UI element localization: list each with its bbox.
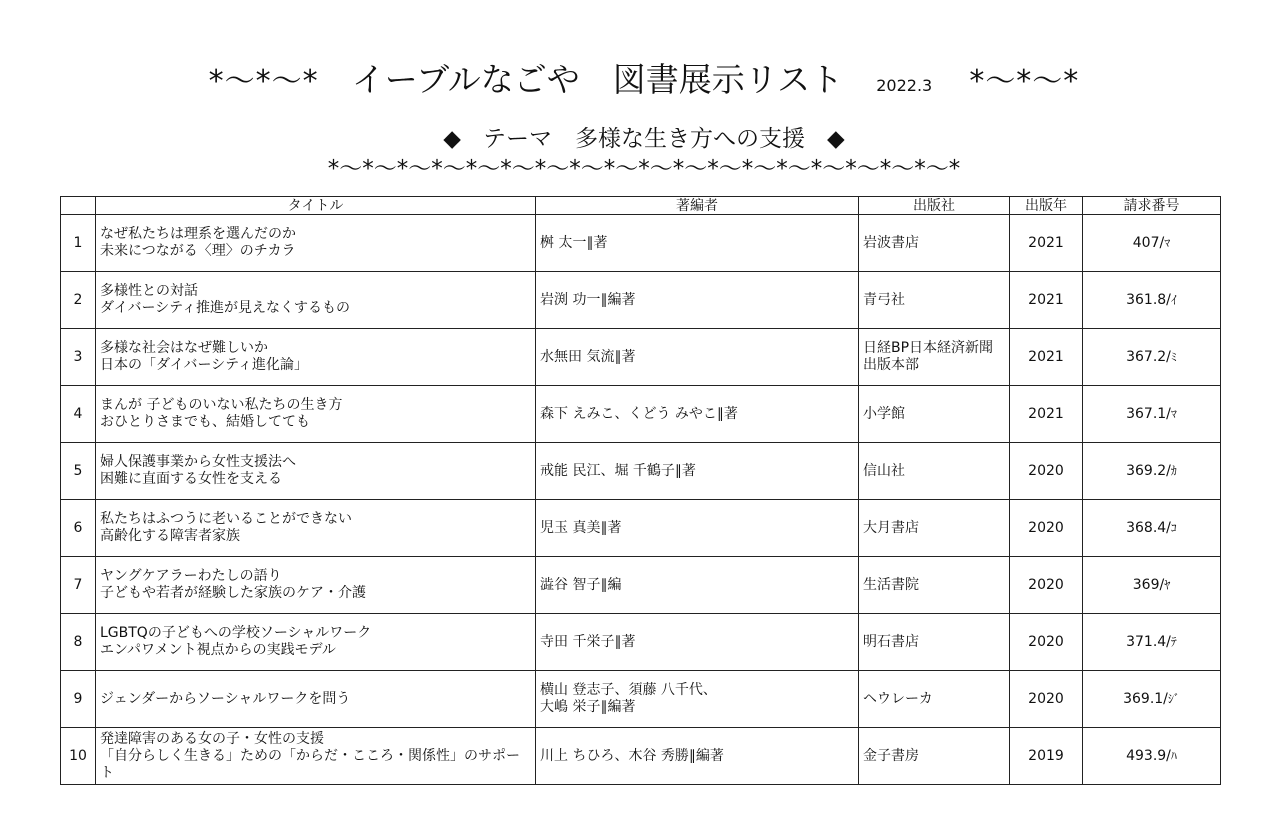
- table-row: [61, 386, 1221, 443]
- call-number-cell: [1083, 614, 1221, 671]
- book-subtitle: エンパワメント視点からの実践モデル: [100, 642, 336, 658]
- call-number-cell: [1083, 386, 1221, 443]
- publication-year: 2020: [1010, 671, 1083, 728]
- publisher-cell: [859, 272, 1010, 329]
- call-number-cell: [1083, 557, 1221, 614]
- row-number: 5: [61, 443, 96, 500]
- call-number-cell: [1083, 671, 1221, 728]
- book-subtitle: 日本の「ダイバーシティ進化論」: [100, 357, 309, 373]
- row-number: 2: [61, 272, 96, 329]
- author-cell: [536, 215, 859, 272]
- publication-year: 2021: [1010, 215, 1083, 272]
- book-subtitle: 子どもや若者が経験した家族のケア・介護: [100, 585, 366, 601]
- publisher-line-1: 金子書房: [863, 747, 919, 764]
- title-decoration-right: *〜*〜*: [969, 64, 1080, 99]
- book-title: 私たちはふつうに老いることができない: [100, 511, 352, 527]
- book-title-cell: [96, 671, 536, 728]
- call-number-kana: ｲ: [1170, 292, 1177, 307]
- table-row: [61, 671, 1221, 728]
- author-cell: [536, 386, 859, 443]
- decorative-divider: *〜*〜*〜*〜*〜*〜*〜*〜*〜*〜*〜*〜*〜*〜*〜*〜*〜*〜*: [327, 156, 961, 182]
- call-number: 361.8/: [1126, 291, 1171, 308]
- author-line-1: 森下 えみこ、くどう みやこ∥著: [540, 405, 738, 422]
- publication-year: 2020: [1010, 500, 1083, 557]
- publisher-cell: [859, 728, 1010, 785]
- table-row: [61, 443, 1221, 500]
- book-subtitle: おひとりさまでも、結婚してても: [100, 414, 310, 430]
- author-cell: [536, 500, 859, 557]
- book-subtitle: 「自分らしく生きる」ための「からだ・こころ・関係性」のサポート: [100, 747, 520, 781]
- publication-year: 2020: [1010, 557, 1083, 614]
- call-number-kana: ﾐ: [1170, 349, 1177, 364]
- column-header-call-number: 請求番号: [1083, 197, 1221, 215]
- author-cell: [536, 443, 859, 500]
- publisher-line-1: 小学館: [863, 405, 905, 422]
- author-line-1: 寺田 千栄子∥著: [540, 633, 636, 650]
- diamond-icon-left: ◆: [443, 126, 461, 152]
- call-number: 367.1/: [1126, 405, 1171, 422]
- call-number-cell: [1083, 272, 1221, 329]
- call-number-cell: [1083, 443, 1221, 500]
- theme-line: [0, 120, 1288, 153]
- book-title-cell: [96, 500, 536, 557]
- column-header-publisher: 出版社: [859, 197, 1010, 215]
- author-line-1: 桝 太一∥著: [540, 234, 608, 251]
- book-title-cell: [96, 557, 536, 614]
- publication-year: 2019: [1010, 728, 1083, 785]
- book-title-cell: [96, 329, 536, 386]
- call-number: 369.1/: [1123, 690, 1168, 707]
- book-title: まんが 子どものいない私たちの生き方: [100, 397, 343, 413]
- list-date: 2022.3: [876, 76, 933, 95]
- book-title: ヤングケアラーわたしの語り: [100, 568, 282, 584]
- row-number: 9: [61, 671, 96, 728]
- call-number-kana: ﾊ: [1170, 748, 1177, 763]
- book-title: 多様な社会はなぜ難しいか: [100, 340, 268, 356]
- row-number: 10: [61, 728, 96, 785]
- call-number: 371.4/: [1126, 633, 1171, 650]
- column-header-author: 著編者: [536, 197, 859, 215]
- call-number-kana: ﾏ: [1164, 235, 1171, 250]
- publisher-line-1: 青弓社: [863, 291, 905, 308]
- book-title-cell: [96, 215, 536, 272]
- call-number-kana: ﾔ: [1164, 577, 1171, 592]
- table-row: [61, 272, 1221, 329]
- author-line-1: 児玉 真美∥著: [540, 519, 622, 536]
- column-header-title: タイトル: [96, 197, 536, 215]
- publisher-cell: [859, 329, 1010, 386]
- author-line-2: 大嶋 栄子∥編著: [540, 699, 636, 715]
- publisher-line-1: 生活書院: [863, 576, 919, 593]
- row-number: 6: [61, 500, 96, 557]
- author-line-1: 川上 ちひろ、木谷 秀勝∥編著: [540, 747, 724, 764]
- diamond-icon-right: ◆: [827, 126, 845, 152]
- author-cell: [536, 329, 859, 386]
- book-title-cell: [96, 443, 536, 500]
- book-title: ジェンダーからソーシャルワークを問う: [100, 690, 351, 707]
- author-line-1: 横山 登志子、須藤 八千代、: [540, 682, 717, 698]
- publication-year: 2021: [1010, 329, 1083, 386]
- column-header-year: 出版年: [1010, 197, 1083, 215]
- publication-year: 2020: [1010, 443, 1083, 500]
- book-subtitle: 高齢化する障害者家族: [100, 528, 240, 544]
- call-number: 368.4/: [1126, 519, 1171, 536]
- author-cell: [536, 272, 859, 329]
- author-line-1: 戒能 民江、堀 千鶴子∥著: [540, 462, 696, 479]
- author-line-1: 澁谷 智子∥編: [540, 576, 622, 593]
- book-title-cell: [96, 386, 536, 443]
- publisher-line-1: 信山社: [863, 462, 905, 479]
- book-subtitle: 未来につながる〈理〉のチカラ: [100, 243, 296, 259]
- call-number-cell: [1083, 500, 1221, 557]
- book-subtitle: ダイバーシティ推進が見えなくするもの: [100, 300, 351, 316]
- publication-year: 2020: [1010, 614, 1083, 671]
- author-cell: [536, 557, 859, 614]
- publisher-cell: [859, 500, 1010, 557]
- publisher-line-1: 日経BP日本経済新聞: [863, 340, 994, 356]
- publication-year: 2021: [1010, 386, 1083, 443]
- book-title-cell: [96, 614, 536, 671]
- call-number-cell: [1083, 329, 1221, 386]
- page-title: イーブルなごや 図書展示リスト: [351, 60, 844, 99]
- publisher-cell: [859, 557, 1010, 614]
- publisher-cell: [859, 386, 1010, 443]
- call-number-kana: ｼﾞ: [1167, 691, 1180, 706]
- author-cell: [536, 728, 859, 785]
- author-line-1: 岩渕 功一∥編著: [540, 291, 636, 308]
- book-title-cell: [96, 272, 536, 329]
- page-title-line: [0, 54, 1288, 101]
- book-title: なぜ私たちは理系を選んだのか: [100, 226, 296, 242]
- table-row: [61, 329, 1221, 386]
- call-number-kana: ｶ: [1170, 463, 1177, 478]
- call-number: 407/: [1132, 234, 1165, 251]
- table-header-row: [61, 197, 1221, 215]
- publisher-cell: [859, 614, 1010, 671]
- table-row: [61, 500, 1221, 557]
- row-number: 8: [61, 614, 96, 671]
- call-number-kana: ﾃ: [1170, 634, 1177, 649]
- table-row: [61, 614, 1221, 671]
- call-number-cell: [1083, 728, 1221, 785]
- table-row: [61, 557, 1221, 614]
- row-number: 1: [61, 215, 96, 272]
- call-number-kana: ﾏ: [1170, 406, 1177, 421]
- publisher-line-1: 大月書店: [863, 519, 919, 536]
- publisher-cell: [859, 443, 1010, 500]
- table-row: [61, 728, 1221, 785]
- book-title: 婦人保護事業から女性支援法へ: [100, 454, 296, 470]
- publisher-line-1: ヘウレーカ: [863, 690, 933, 707]
- publisher-cell: [859, 215, 1010, 272]
- column-header-no: [61, 197, 96, 215]
- row-number: 3: [61, 329, 96, 386]
- publication-year: 2021: [1010, 272, 1083, 329]
- call-number: 369.2/: [1126, 462, 1171, 479]
- call-number-cell: [1083, 215, 1221, 272]
- book-title-cell: [96, 728, 536, 785]
- call-number: 369/: [1132, 576, 1165, 593]
- publisher-line-1: 岩波書店: [863, 234, 919, 251]
- publisher-line-2: 出版本部: [863, 357, 919, 373]
- call-number: 367.2/: [1126, 348, 1171, 365]
- author-cell: [536, 671, 859, 728]
- table-row: [61, 215, 1221, 272]
- book-list-table: [60, 196, 1221, 785]
- publisher-cell: [859, 671, 1010, 728]
- publisher-line-1: 明石書店: [863, 633, 919, 650]
- theme-title: テーマ 多様な生き方への支援: [483, 126, 805, 152]
- author-line-1: 水無田 気流∥著: [540, 348, 636, 365]
- book-subtitle: 困難に直面する女性を支える: [100, 471, 282, 487]
- title-decoration-left: *〜*〜*: [208, 64, 319, 99]
- book-title: 多様性との対話: [100, 283, 198, 299]
- book-title: LGBTQの子どもへの学校ソーシャルワーク: [100, 625, 372, 641]
- call-number: 493.9/: [1126, 747, 1171, 764]
- call-number-kana: ｺ: [1170, 520, 1177, 535]
- author-cell: [536, 614, 859, 671]
- book-title: 発達障害のある女の子・女性の支援: [100, 730, 324, 747]
- row-number: 4: [61, 386, 96, 443]
- row-number: 7: [61, 557, 96, 614]
